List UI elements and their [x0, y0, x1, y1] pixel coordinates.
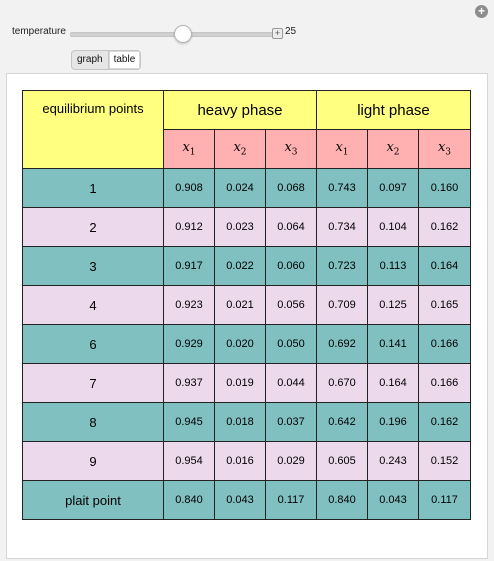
table-cell: 0.162: [419, 403, 471, 442]
table-cell: 0.937: [164, 364, 215, 403]
table-cell: 0.043: [215, 481, 266, 520]
table-cell: 0.160: [419, 169, 471, 208]
table-row: [23, 169, 471, 208]
table-cell: 0.113: [368, 247, 419, 286]
table-cell: 0.021: [215, 286, 266, 325]
table-cell: 0.060: [266, 247, 317, 286]
table-cell: 0.064: [266, 208, 317, 247]
row-label: 1: [23, 169, 164, 208]
row-label: plait point: [23, 481, 164, 520]
table-cell: 0.018: [215, 403, 266, 442]
table-cell: 0.692: [317, 325, 368, 364]
table-cell: 0.917: [164, 247, 215, 286]
equilibrium-table: [22, 90, 471, 520]
table-cell: 0.117: [419, 481, 471, 520]
table-cell: 0.164: [419, 247, 471, 286]
component-var: x: [182, 140, 190, 156]
component-header: [368, 130, 419, 169]
table-cell: 0.166: [419, 325, 471, 364]
table-cell: 0.840: [164, 481, 215, 520]
table-cell: 0.104: [368, 208, 419, 247]
table-cell: 0.929: [164, 325, 215, 364]
table-cell: 0.097: [368, 169, 419, 208]
light-phase-header: light phase: [317, 91, 471, 130]
view-toggle: [71, 50, 141, 70]
component-header: [419, 130, 471, 169]
component-header: [317, 130, 368, 169]
table-cell: 0.019: [215, 364, 266, 403]
component-header: [164, 130, 215, 169]
table-cell: 0.642: [317, 403, 368, 442]
table-row: [23, 247, 471, 286]
row-label: 7: [23, 364, 164, 403]
header-row: [23, 91, 471, 130]
table-row: [23, 286, 471, 325]
table-cell: 0.723: [317, 247, 368, 286]
component-var: x: [233, 140, 241, 156]
table-cell: 0.840: [317, 481, 368, 520]
row-label: 2: [23, 208, 164, 247]
component-var: x: [335, 140, 343, 156]
table-cell: 0.923: [164, 286, 215, 325]
table-cell: 0.152: [419, 442, 471, 481]
table-cell: 0.141: [368, 325, 419, 364]
table-cell: 0.056: [266, 286, 317, 325]
table-cell: 0.164: [368, 364, 419, 403]
table-row: [23, 208, 471, 247]
table-cell: 0.022: [215, 247, 266, 286]
table-cell: 0.734: [317, 208, 368, 247]
table-row: [23, 403, 471, 442]
table-cell: 0.743: [317, 169, 368, 208]
table-cell: 0.709: [317, 286, 368, 325]
component-index: 3: [445, 147, 452, 158]
table-cell: 0.908: [164, 169, 215, 208]
table-cell: 0.023: [215, 208, 266, 247]
table-cell: 0.024: [215, 169, 266, 208]
table-cell: 0.166: [419, 364, 471, 403]
slider-expand-plus-icon[interactable]: +: [272, 28, 283, 39]
table-cell: 0.670: [317, 364, 368, 403]
table-cell: 0.037: [266, 403, 317, 442]
table-cell: 0.165: [419, 286, 471, 325]
content-panel: [6, 73, 488, 559]
table-cell: 0.044: [266, 364, 317, 403]
table-row: [23, 442, 471, 481]
table-cell: 0.945: [164, 403, 215, 442]
table-cell: 0.050: [266, 325, 317, 364]
row-label: 9: [23, 442, 164, 481]
heavy-phase-header: heavy phase: [164, 91, 317, 130]
table-cell: 0.020: [215, 325, 266, 364]
table-cell: 0.068: [266, 169, 317, 208]
table-cell: 0.912: [164, 208, 215, 247]
expand-plus-icon[interactable]: +: [475, 5, 488, 18]
component-var: x: [386, 140, 394, 156]
component-index: 3: [291, 147, 298, 158]
table-cell: 0.016: [215, 442, 266, 481]
row-label: 3: [23, 247, 164, 286]
component-index: 1: [342, 147, 349, 158]
row-label: 8: [23, 403, 164, 442]
table-cell: 0.125: [368, 286, 419, 325]
table-cell: 0.029: [266, 442, 317, 481]
table-cell: 0.243: [368, 442, 419, 481]
row-label: 6: [23, 325, 164, 364]
table-row: [23, 364, 471, 403]
table-cell: 0.117: [266, 481, 317, 520]
table-cell: 0.162: [419, 208, 471, 247]
temperature-label: temperature: [12, 26, 66, 37]
table-view-button[interactable]: table: [108, 51, 141, 69]
component-var: x: [437, 140, 446, 156]
row-label: 4: [23, 286, 164, 325]
component-index: 1: [189, 147, 196, 158]
component-index: 2: [240, 147, 247, 158]
table-cell: 0.043: [368, 481, 419, 520]
component-var: x: [284, 140, 292, 156]
table-row: [23, 481, 471, 520]
graph-view-button[interactable]: graph: [77, 54, 103, 65]
corner-header: equilibrium points: [23, 91, 164, 169]
table-cell: 0.196: [368, 403, 419, 442]
temperature-value: 25: [285, 26, 297, 37]
table-cell: 0.605: [317, 442, 368, 481]
temperature-slider-thumb[interactable]: [174, 25, 192, 43]
component-header: [266, 130, 317, 169]
temperature-control: [12, 22, 472, 42]
table-cell: 0.954: [164, 442, 215, 481]
component-header: [215, 130, 266, 169]
component-index: 2: [393, 147, 400, 158]
table-row: [23, 325, 471, 364]
